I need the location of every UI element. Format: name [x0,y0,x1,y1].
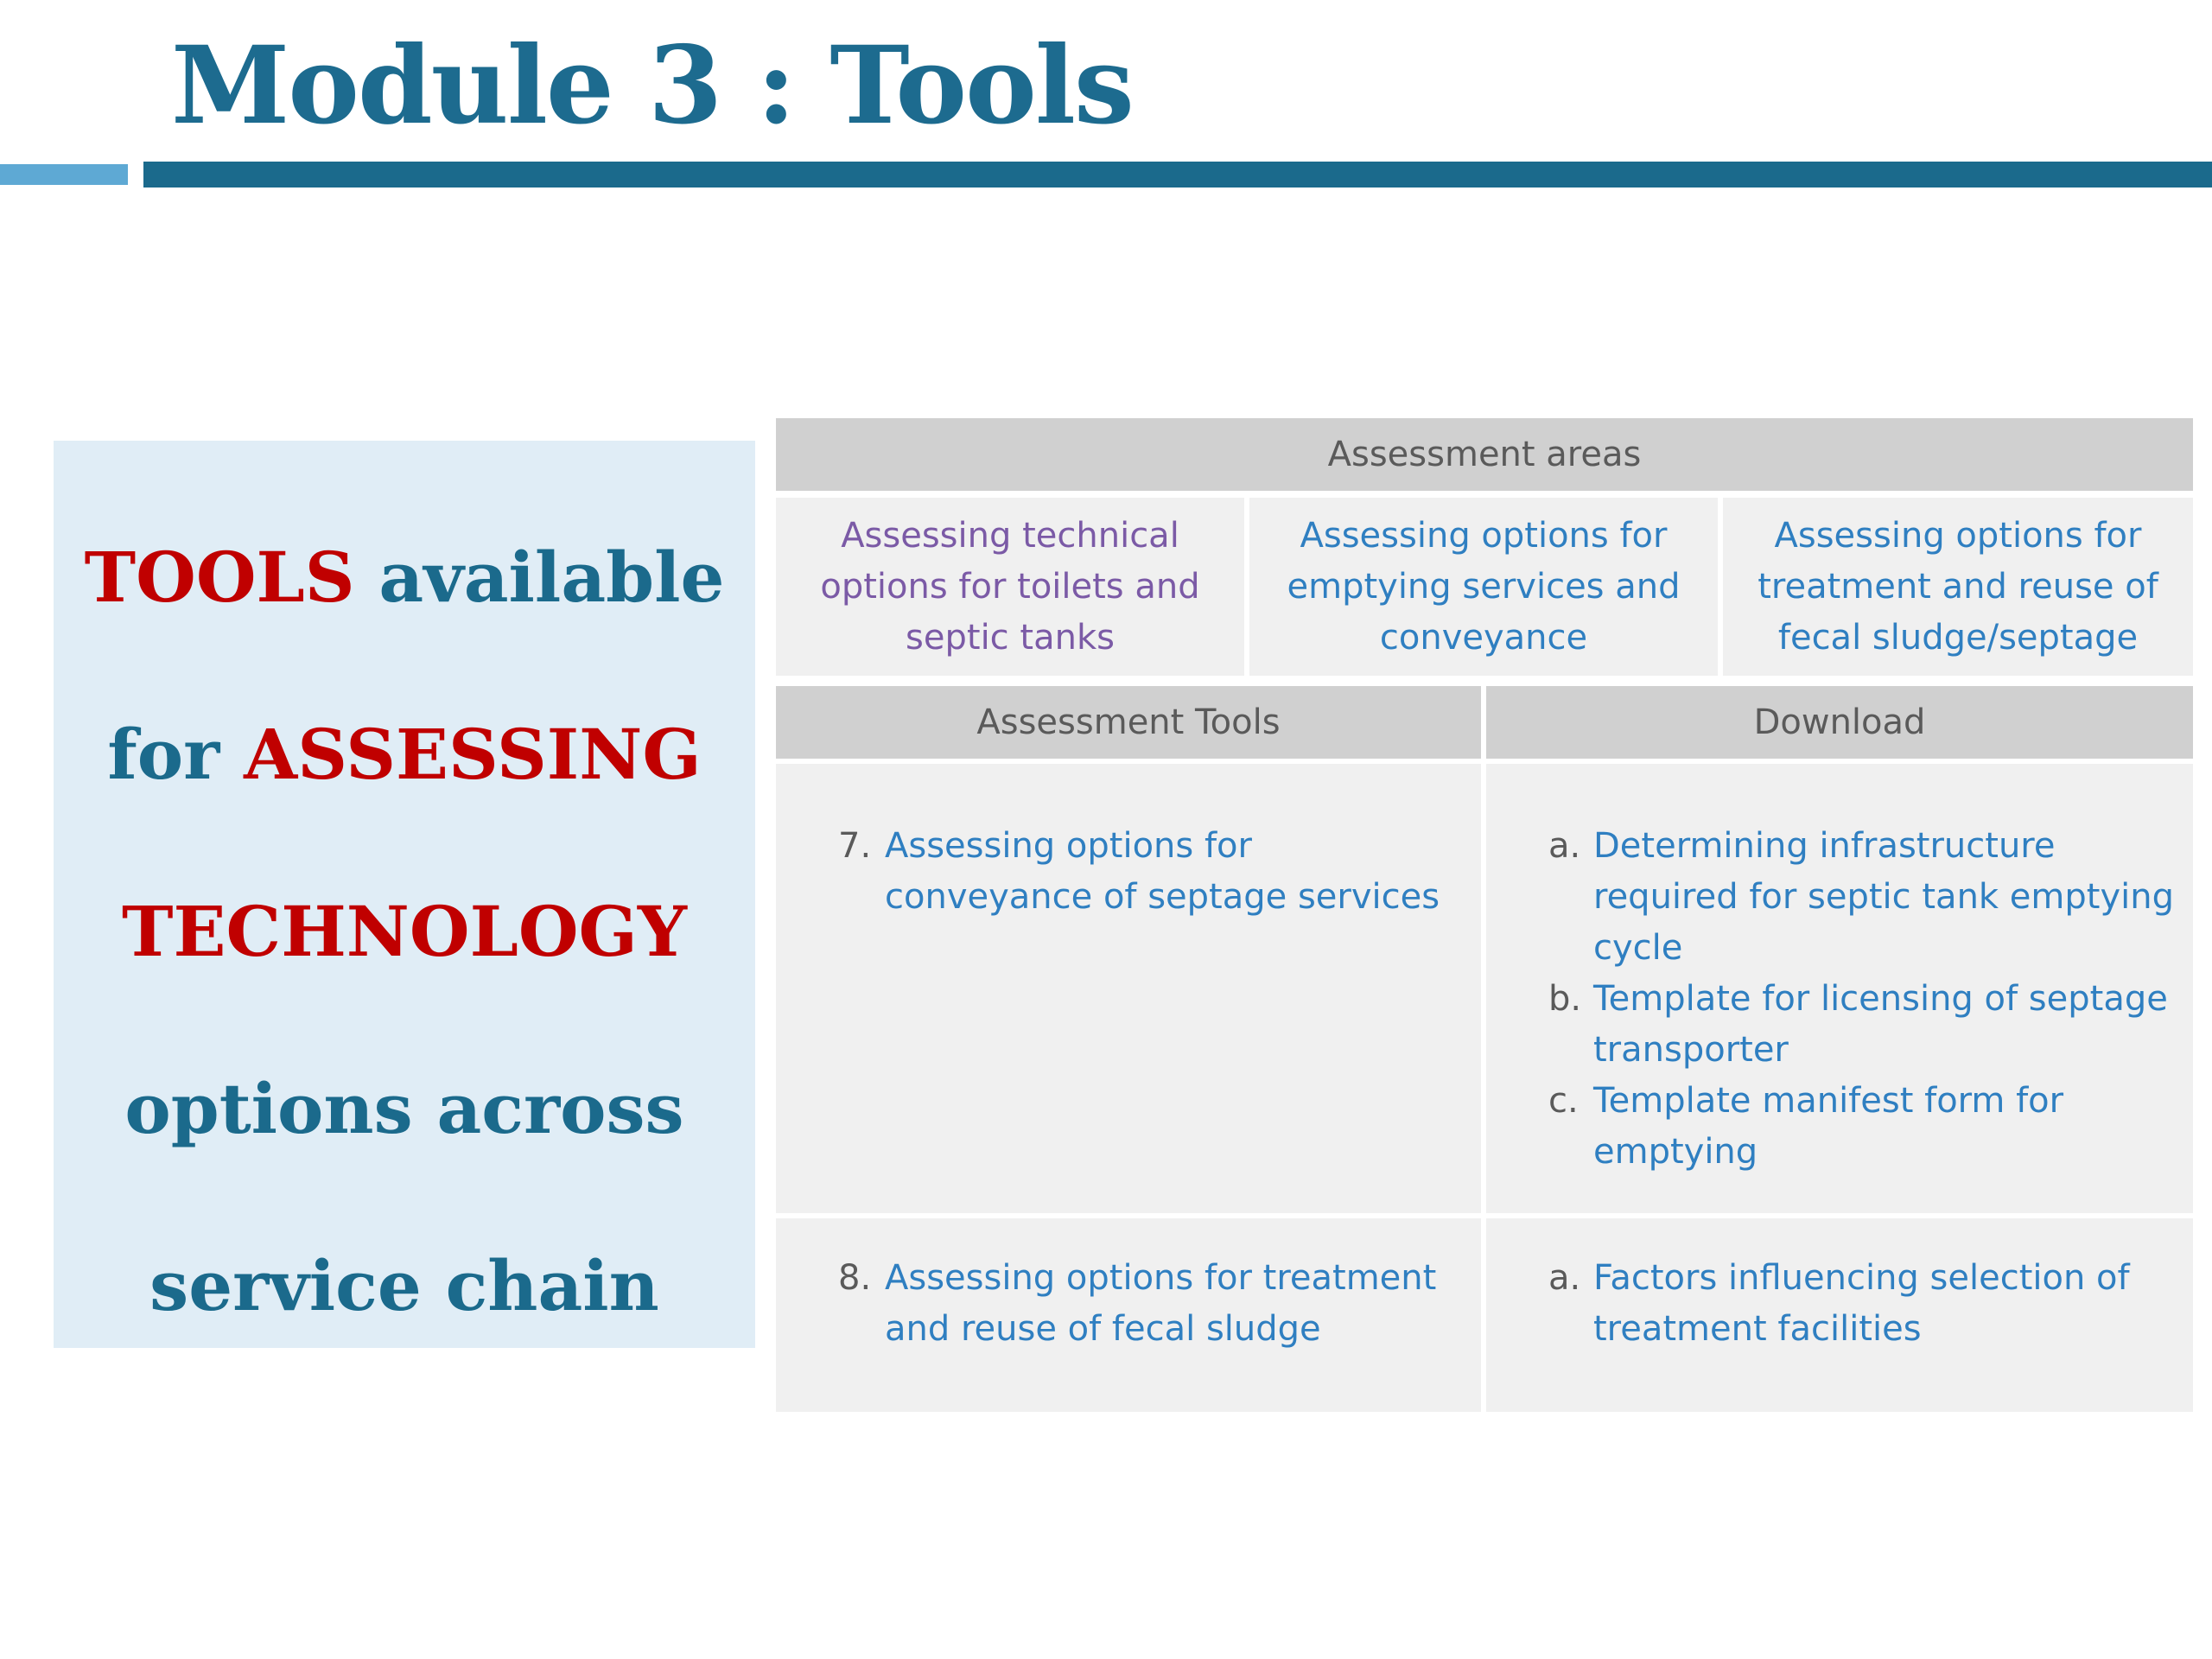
panel-text-options-across: options across [124,1068,684,1149]
panel-line-5 [54,1243,755,1329]
download-link[interactable]: Template for licensing of septage transporter [1593,979,2168,1070]
table-row-2-download-cell [1486,1218,2193,1412]
title-rule [143,162,2212,188]
table-row-1-download-cell [1486,764,2193,1213]
assessment-table [776,418,2193,1412]
panel-text-for: for [107,714,245,795]
panel-text-available: available [354,537,725,618]
area-treatment-reuse[interactable]: Assessing options for treatment and reuse of fecal sludge/septage [1723,498,2193,676]
tools-header: Assessment Tools [776,686,1481,759]
tool-link[interactable]: Assessing options for treatment and reuse of fecal sludge [885,1258,1437,1349]
panel-highlight-assessing: ASSESSING [244,714,702,795]
title-rule-accent [0,164,128,185]
download-link[interactable]: Template manifest form for emptying [1593,1081,2064,1172]
areas-header: Assessment areas [776,418,2193,491]
panel-text-service-chain: service chain [149,1245,659,1326]
download-item-b[interactable] [1548,974,2177,1076]
tool-item-7[interactable] [838,821,1443,923]
table-row-2-tool-cell [776,1218,1481,1412]
panel-line-3 [54,888,755,975]
panel-line-2 [54,711,755,798]
area-toilets-septic[interactable]: Assessing technical options for toilets and septic tanks [776,498,1244,676]
panel-highlight-technology: TECHNOLOGY [122,891,687,972]
tool-link[interactable]: Assessing options for conveyance of septage services [885,826,1440,917]
panel-highlight-tools: TOOLS [84,537,355,618]
tool-item-8[interactable] [838,1253,1443,1355]
download-link[interactable]: Factors influencing selection of treatment facilities [1593,1258,2130,1349]
tools-summary-panel [54,441,755,1348]
download-marker: c. [1548,1081,1579,1121]
panel-line-4 [54,1065,755,1152]
download-marker: a. [1548,826,1581,866]
download-marker: a. [1548,1258,1581,1298]
download-item-a[interactable] [1548,1253,2153,1355]
download-marker: b. [1548,979,1582,1019]
tool-number: 8. [838,1258,872,1298]
table-row-1-tool-cell [776,764,1481,1213]
panel-line-1 [54,534,755,620]
slide-title: Module 3 : Tools [171,23,1133,149]
download-header: Download [1486,686,2193,759]
download-link[interactable]: Determining infrastructure required for septic tank emptying cycle [1593,826,2174,968]
download-item-c[interactable] [1548,1076,2177,1178]
tool-number: 7. [838,826,872,866]
download-item-a[interactable] [1548,821,2177,974]
area-emptying-conveyance[interactable]: Assessing options for emptying services and conveyance [1249,498,1718,676]
